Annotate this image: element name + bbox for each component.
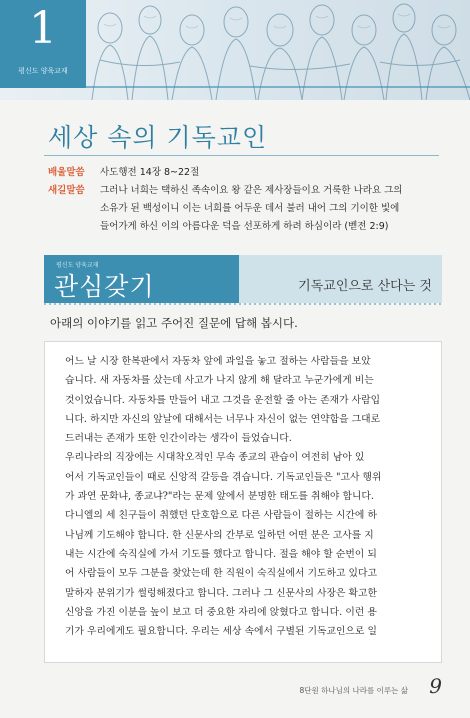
banner-subtitle: 기독교인으로 산다는 것: [298, 279, 432, 294]
scripture-label: 배울말씀: [48, 167, 85, 178]
instruction-text: 아래의 이야기를 읽고 주어진 질문에 답해 봅시다.: [50, 316, 298, 330]
story-line: 말하자 분위기가 썰렁해졌다고 합니다. 그러나 그 신문사의 사장은 확고한: [65, 587, 377, 599]
unit-title: 8단원 하나님의 나라를 이루는 삶: [299, 686, 408, 695]
memory-verse-line: 들어가게 하신 이의 아름다운 덕을 선포하게 하려 하심이라 (벧전 2:9): [100, 221, 389, 232]
story-line: 우리나라의 직장에는 시대착오적인 무속 종교의 관습이 여전히 남아 있: [65, 452, 365, 464]
story-text: [65, 352, 423, 641]
scripture-reference: 사도행전 14장 8~22절: [100, 167, 200, 178]
story-line: 어서 기독교인들이 때로 신앙적 갈등을 겪습니다. 기독교인들은 "고사 행위: [65, 471, 382, 483]
story-line: 가 과연 문화냐, 종교냐?"라는 문제 앞에서 분명한 태도를 취해야 합니다.: [65, 491, 374, 503]
memory-verse-line: 그러나 너희는 택하신 족속이요 왕 같은 제사장들이요 거룩한 나라요 그의: [100, 185, 403, 196]
story-line: 습니다. 새 자동차를 샀는데 사고가 나지 않게 해 달라고 누군가에게 비는: [65, 375, 374, 387]
header-rule: [86, 86, 470, 88]
story-line: 어느 날 시장 한복판에서 자동차 앞에 과일을 놓고 절하는 사람들을 보았: [65, 356, 371, 367]
story-line: 기가 우리에게도 필요합니다. 우리는 세상 속에서 구별된 기독교인으로 일: [65, 626, 377, 638]
memory-verse-label: 새길말씀: [48, 185, 85, 196]
story-line: 다니엘의 세 친구들이 취했던 단호함으로 다른 사람들이 절하는 시간에 하: [65, 510, 377, 522]
title-divider: [44, 155, 439, 156]
chapter-header: [0, 0, 470, 100]
story-line: 드러내는 존재가 또한 인간이라는 생각이 들었습니다.: [65, 433, 292, 445]
lesson-title: 세상 속의 기독교인: [48, 123, 268, 152]
banner-title: 관심갖기: [54, 272, 155, 301]
chapter-badge: [0, 0, 86, 88]
banner-small-label: 평신도 양육교재: [56, 262, 99, 269]
story-line: 어 사람들이 모두 그분을 찾았는데 한 직원이 숙직실에서 기도하고 있다고: [65, 568, 377, 580]
banner-title-block: [44, 255, 239, 303]
banner-subtitle-block: [239, 255, 442, 303]
page-number: 9: [429, 674, 442, 698]
chapter-number: 1: [29, 3, 57, 54]
story-line: 나님께 기도해야 합니다. 한 신문사의 간부로 일하던 어떤 분은 고사를 지: [65, 529, 374, 541]
memory-verse-line: 소유가 된 백성이니 이는 너희를 어두운 데서 불러 내어 그의 기이한 빛에: [100, 203, 400, 214]
chapter-subtitle: 평신도 양육교재: [18, 67, 68, 75]
story-line: 니다. 하지만 자신의 앞날에 대해서는 너무나 자신이 없는 연약함을 그대로: [65, 413, 381, 425]
story-line: 것이었습니다. 자동차를 만들어 내고 그것을 운전할 줄 아는 존재가 사람입: [65, 394, 381, 406]
section-banner: [44, 255, 442, 303]
memory-verse-text: [100, 182, 440, 236]
story-line: 내는 시간에 숙직실에 가서 기도를 했다고 합니다. 절을 해야 할 순번이 되: [65, 548, 377, 560]
story-box: [44, 341, 442, 663]
banner-dotted-rule: [44, 303, 442, 305]
story-line: 신앙을 가진 이분을 높이 보고 더 중요한 자리에 앉혔다고 합니다. 이런 용: [65, 606, 377, 618]
